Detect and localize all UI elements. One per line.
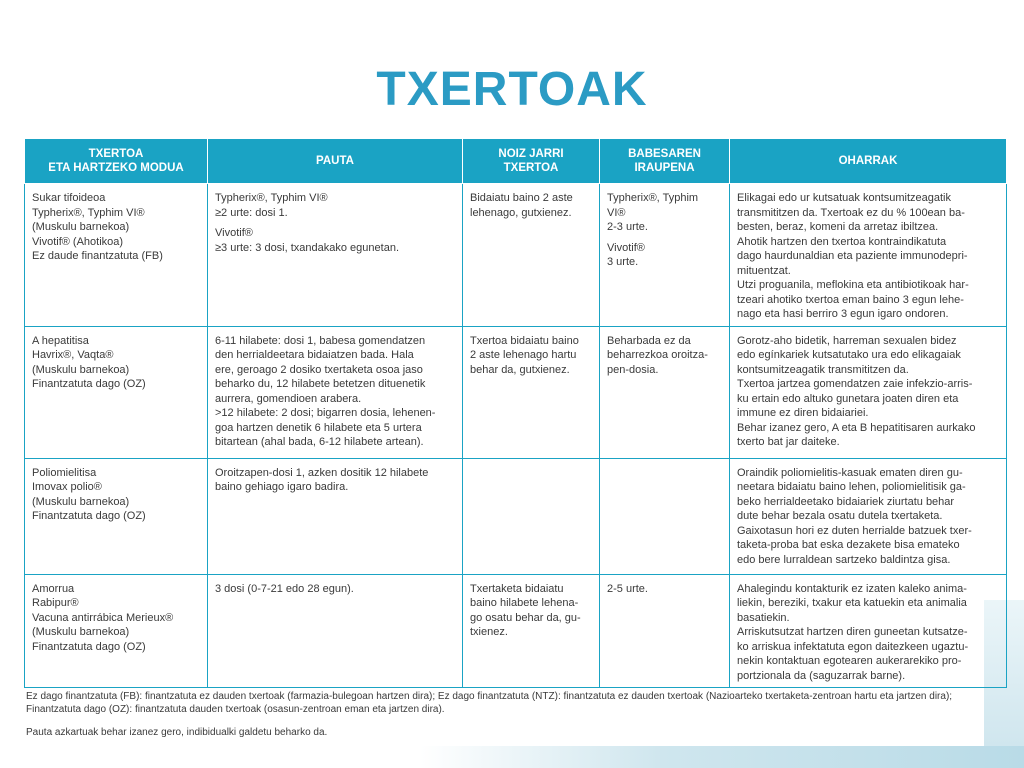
vaccine-cell: Amorrua Rabipur® Vacuna antirrábica Merieux® (Muskulu barnekoa) Finantzatuta dago (OZ) — [25, 574, 208, 688]
page-title: TXERTOAK — [376, 63, 648, 116]
table-header-row — [25, 139, 1007, 184]
table-row — [25, 184, 1007, 327]
decorative-background-bottom — [420, 746, 1024, 768]
oharrak-cell: Elikagai edo ur kutsatuak kontsumitzeagatik transmititzen da. Txertoak ez du % 100ean ba- besten, beraz, komeni da arretaz ibiltzea. Ahotik hartzen den txertoa kontraindikatuta dago haurdunaldian eta paziente immunodepri- mituentzat. Utzi proguanila, meflokina eta antibiotikoak har- tzeari ahotiko txertoa eman baino 3 egun lehe- nago eta hasi berriro 3 egun igaro ondoren. — [730, 184, 1007, 327]
footnotes — [26, 690, 1006, 739]
header-vaccine: TXERTOA ETA HARTZEKO MODUA — [25, 139, 208, 184]
vaccine-cell: Sukar tifoideoa Typherix®, Typhim VI® (Muskulu barnekoa) Vivotif® (Ahotikoa) Ez daude finantzatuta (FB) — [25, 184, 208, 327]
footnote-note: Pauta azkartuak behar izanez gero, indibidualki galdetu beharko da. — [26, 727, 328, 738]
pauta-cell: 3 dosi (0-7-21 edo 28 egun). — [208, 574, 463, 688]
oharrak-cell: Gorotz-aho bidetik, harreman sexualen bidez edo egínkariek kutsatutako ura edo elikagaiak kontsumitzeagatik transmititzen da. Txertoa jartzea gomendatzen zaie infekzio-arris- ku ertain edo altuko gunetara joaten diren eta immune ez diren bidaiariei. Behar izanez gero, A eta B hepatitisaren aurkako txerto bat jar daiteke. — [730, 326, 1007, 458]
table-row — [25, 574, 1007, 688]
babesa-cell: 2-5 urte. — [600, 574, 730, 688]
noiz-cell: Txertoa bidaiatu baino 2 aste lehenago hartu behar da, gutxienez. — [463, 326, 600, 458]
babesa-cell: Typherix®, Typhim VI® 2-3 urte. Vivotif® 3 urte. — [600, 184, 730, 327]
noiz-cell: Bidaiatu baino 2 aste lehenago, gutxienez. — [463, 184, 600, 327]
pauta-cell: 6-11 hilabete: dosi 1, babesa gomendatzen den herrialdeetara bidaiatzen bada. Hala ere, geroago 2 dosiko txertaketa osoa jaso beharko du, 12 hilabete betetzen dituenetik aurrera, gomendioen arabera. >12 hilabete: 2 dosi; bigarren dosia, lehenen- goa hartzen denetik 6 hilabete eta 5 urtera bitartean (ahal bada, 6-12 hilabete artean). — [208, 326, 463, 458]
header-babesa: BABESAREN IRAUPENA — [600, 139, 730, 184]
oharrak-cell: Ahalegindu kontakturik ez izaten kaleko anima- liekin, bereziki, txakur eta katuekin eta animalia basatiekin. Arriskutsutzat hartzen diren guneetan kutsatze- ko arriskua infektatuta egon daitezkeen ugaztu- nekin kontaktuan egotearen aukerarekiko pro- portzionala da (saguzarrak barne). — [730, 574, 1007, 688]
pauta-cell: Oroitzapen-dosi 1, azken dositik 12 hilabete baino gehiago igaro badira. — [208, 458, 463, 574]
footnote-legend: Ez dago finantzatuta (FB): finantzatuta ez dauden txertoak (farmazia-bulegoan hartzen dira); Ez dago finantzatuta (NTZ): finantzatuta ez dauden txertoak (Nazioarteko txertaketa-zentroan hartu eta jartzen dira); Finantzatuta dago (OZ): finantzatuta dauden txertoak (osasun-zentroan eman eta jartzen dira). — [26, 691, 953, 715]
header-noiz: NOIZ JARRI TXERTOA — [463, 139, 600, 184]
vaccine-cell: Poliomielitisa Imovax polio® (Muskulu barnekoa) Finantzatuta dago (OZ) — [25, 458, 208, 574]
oharrak-cell: Oraindik poliomielitis-kasuak ematen diren gu- neetara bidaiatu baino lehen, poliomielitisik ga- beko herrialdeetako bidaiariek ziurtatu behar dute behar bezala osatu dutela txertaketa. Gaixotasun hori ez duten herrialde batzuek txer- taketa-proba bat eska dezakete bisa emateko edo bere lurraldean sartzeko baldintza gisa. — [730, 458, 1007, 574]
table-row — [25, 458, 1007, 574]
header-pauta: PAUTA — [208, 139, 463, 184]
vaccine-cell: A hepatitisa Havrix®, Vaqta® (Muskulu barnekoa) Finantzatuta dago (OZ) — [25, 326, 208, 458]
header-oharrak: OHARRAK — [730, 139, 1007, 184]
vaccine-table — [24, 138, 1007, 688]
noiz-cell: Txertaketa bidaiatu baino hilabete lehena- go osatu behar da, gu- txienez. — [463, 574, 600, 688]
table-row — [25, 326, 1007, 458]
babesa-cell — [600, 458, 730, 574]
noiz-cell — [463, 458, 600, 574]
pauta-cell: Typherix®, Typhim VI® ≥2 urte: dosi 1. Vivotif® ≥3 urte: 3 dosi, txandakako egunetan. — [208, 184, 463, 327]
babesa-cell: Beharbada ez da beharrezkoa oroitza- pen-dosia. — [600, 326, 730, 458]
